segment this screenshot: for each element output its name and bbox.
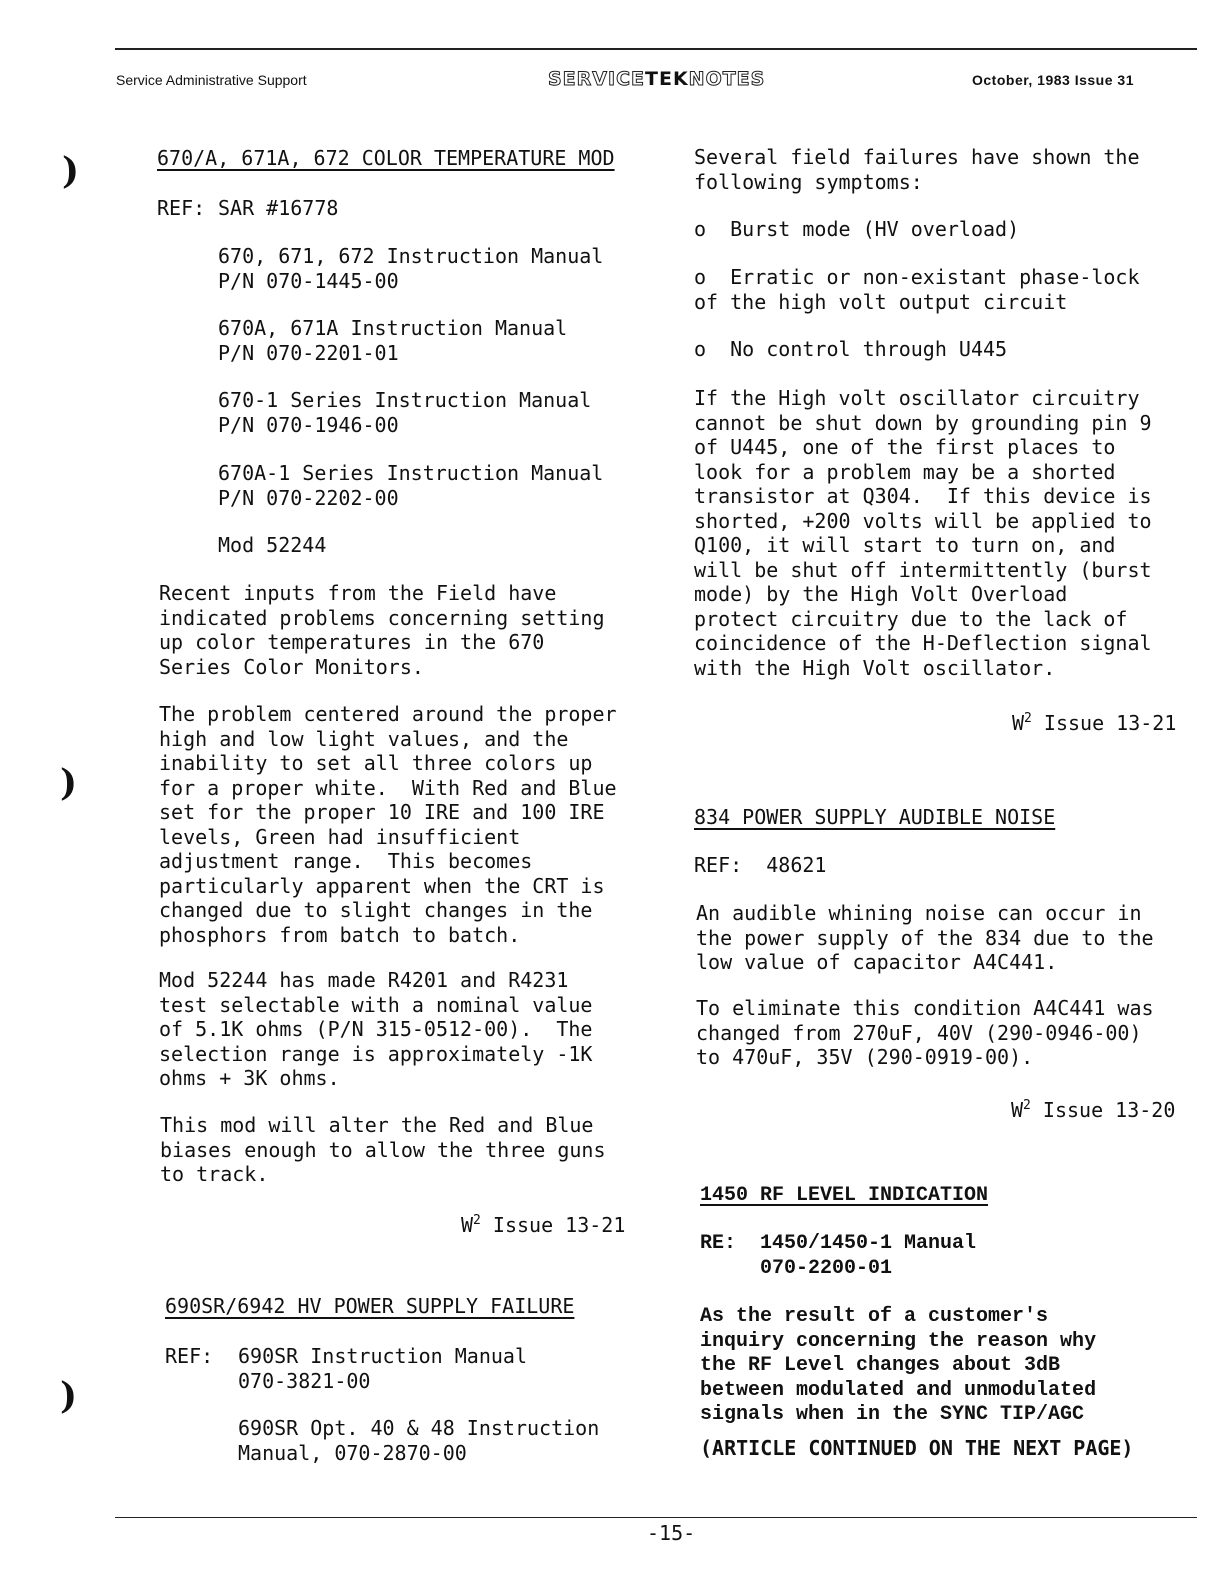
header-department: Service Administrative Support bbox=[116, 72, 307, 88]
paragraph: As the result of a customer's inquiry concerning the reason why the RF Level changes about 3dB between modulated and unmodulated signals when in the SYNC TIP/AGC bbox=[700, 1305, 1097, 1426]
signature-superscript: 2 bbox=[1024, 711, 1032, 726]
signature-superscript: 2 bbox=[1023, 1098, 1031, 1113]
ref-part-number: P/N 070-2201-01 bbox=[218, 341, 399, 365]
continued-notice: (ARTICLE CONTINUED ON THE NEXT PAGE) bbox=[700, 1436, 1134, 1460]
ref-line: REF: 48621 bbox=[694, 853, 827, 877]
ref-line: RE: 1450/1450-1 Manual 070-2200-01 bbox=[700, 1232, 977, 1280]
paragraph: Recent inputs from the Field have indicated problems concerning setting up color temperatures in the 670 Series Color Monitors. bbox=[159, 581, 605, 679]
signature-issue: Issue 13-21 bbox=[1031, 711, 1177, 735]
paragraph: To eliminate this condition A4C441 was changed from 270uF, 40V (290-0946-00) to 470uF, 35V (290-0919-00). bbox=[696, 996, 1154, 1069]
author-signature bbox=[1012, 711, 1176, 736]
ref-part-number: P/N 070-1946-00 bbox=[218, 413, 399, 437]
paragraph: Mod 52244 has made R4201 and R4231 test selectable with a nominal value of 5.1K ohms (P/N 315-0512-00). The selection range is approximately -1K ohms + 3K ohms. bbox=[159, 968, 593, 1090]
article-title: 690SR/6942 HV POWER SUPPLY FAILURE bbox=[165, 1294, 575, 1318]
ref-part-number: P/N 070-1445-00 bbox=[218, 269, 399, 293]
ref-manual-line: 690SR Opt. 40 & 48 Instruction Manual, 070-2870-00 bbox=[238, 1416, 600, 1465]
paragraph: If the High volt oscillator circuitry cannot be shut down by grounding pin 9 of U445, one of the first places to look for a problem may be a shorted transistor at Q304. If this device is shorted, +200 volts will be applied to Q100, it will start to turn on, and will be shut off intermittently (burst mode) by the High Volt Overload protect circuitry due to the lack of coincidence of the H-Deflection signal with the High Volt oscillator. bbox=[694, 386, 1152, 680]
signature-w: W bbox=[1012, 711, 1025, 735]
signature-w: W bbox=[1011, 1098, 1024, 1122]
author-signature bbox=[1011, 1098, 1175, 1123]
ref-label: REF: bbox=[157, 196, 206, 220]
signature-issue: Issue 13-21 bbox=[480, 1213, 626, 1237]
symptom-bullet: o Erratic or non-existant phase-lock of the high volt output circuit bbox=[694, 265, 1140, 314]
binder-hole-mark: ) bbox=[60, 762, 78, 804]
symptom-bullet: o Burst mode (HV overload) bbox=[694, 217, 1020, 241]
ref-manual-line: 690SR Instruction Manual 070-3821-00 bbox=[238, 1344, 527, 1393]
masthead-service: SERVICE bbox=[548, 68, 645, 90]
paragraph: An audible whining noise can occur in the power supply of the 834 due to the low value of capacitor A4C441. bbox=[696, 901, 1154, 974]
signature-w: W bbox=[461, 1213, 474, 1237]
ref-manual-line: 670-1 Series Instruction Manual bbox=[218, 388, 592, 412]
binder-hole-mark: ) bbox=[62, 150, 80, 192]
page-number: -15- bbox=[647, 1521, 696, 1545]
ref-label: REF: bbox=[165, 1344, 214, 1368]
masthead-tek: TEK bbox=[645, 68, 689, 90]
ref-part-number: P/N 070-2202-00 bbox=[218, 486, 399, 510]
binder-hole-mark: ) bbox=[60, 1375, 78, 1417]
ref-manual-line: 670, 671, 672 Instruction Manual bbox=[218, 244, 604, 268]
signature-superscript: 2 bbox=[473, 1213, 481, 1228]
ref-manual-line: 670A-1 Series Instruction Manual bbox=[218, 461, 604, 485]
article-title: 1450 RF LEVEL INDICATION bbox=[700, 1184, 989, 1207]
header-issue-date: October, 1983 Issue 31 bbox=[972, 72, 1134, 88]
symptom-bullet: o No control through U445 bbox=[694, 337, 1008, 361]
signature-issue: Issue 13-20 bbox=[1030, 1098, 1176, 1122]
bottom-rule bbox=[115, 1517, 1197, 1518]
ref-value: SAR #16778 bbox=[218, 196, 339, 220]
masthead-notes: NOTES bbox=[688, 68, 766, 90]
paragraph: This mod will alter the Red and Blue biases enough to allow the three guns to track. bbox=[160, 1113, 606, 1186]
paragraph: Several field failures have shown the following symptoms: bbox=[694, 145, 1140, 194]
article-title: 834 POWER SUPPLY AUDIBLE NOISE bbox=[694, 805, 1056, 829]
paragraph: The problem centered around the proper high and low light values, and the inability to set all three colors up for a proper white. With Red and Blue set for the proper 10 IRE and 100 IRE levels, Green had insufficient adjustment range. This becomes particularly apparent when the CRT is changed due to slight changes in the phosphors from batch to batch. bbox=[159, 702, 617, 947]
ref-manual-line: 670A, 671A Instruction Manual bbox=[218, 316, 568, 340]
ref-mod-number: Mod 52244 bbox=[218, 533, 327, 557]
article-title: 670/A, 671A, 672 COLOR TEMPERATURE MOD bbox=[157, 146, 615, 170]
